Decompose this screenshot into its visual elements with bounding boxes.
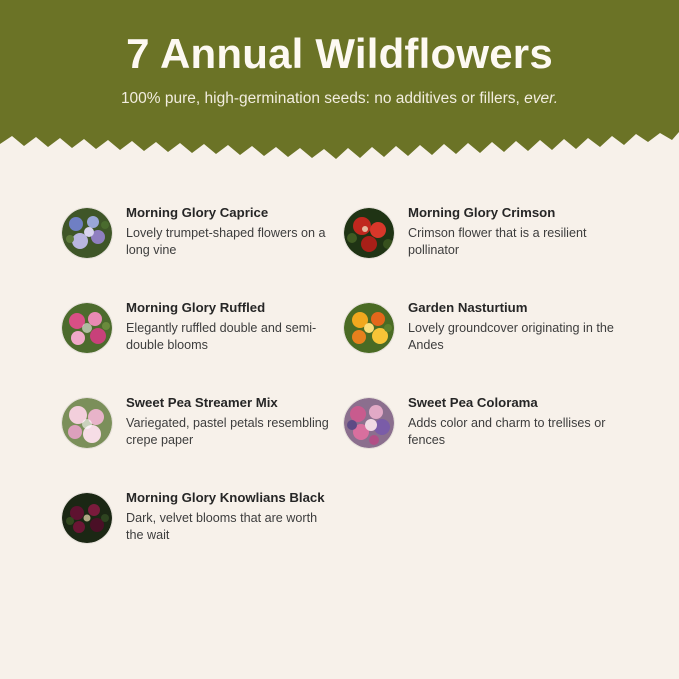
flower-thumbnail-pastel-pink-icon — [62, 398, 112, 448]
flower-thumbnail-red-icon — [344, 208, 394, 258]
list-item-description: Lovely trumpet-shaped flowers on a long vine — [126, 225, 326, 258]
list-item-text — [126, 205, 336, 260]
list-item — [62, 300, 352, 366]
flower-list — [0, 205, 679, 605]
list-item — [62, 205, 352, 271]
header-banner — [0, 0, 679, 160]
list-item — [344, 300, 634, 366]
list-item-text — [408, 205, 618, 260]
list-item-title: Morning Glory Ruffled — [126, 300, 266, 315]
flower-list-left-column — [62, 205, 352, 585]
flower-thumbnail-purple-blue-icon — [62, 208, 112, 258]
list-item-text — [408, 395, 618, 450]
list-item — [62, 395, 352, 461]
list-item — [62, 490, 352, 556]
list-item-description: Variegated, pastel petals resembling crepe paper — [126, 415, 329, 448]
list-item-title: Sweet Pea Colorama — [408, 395, 538, 410]
list-item-title: Morning Glory Knowlians Black — [126, 490, 325, 505]
subtitle-main-text: 100% pure, high-germination seeds: no additives or fillers, — [120, 90, 520, 108]
list-item-description: Dark, velvet blooms that are worth the wait — [126, 510, 318, 543]
list-item — [344, 205, 634, 271]
list-item-text — [126, 395, 336, 450]
list-item-title: Morning Glory Crimson — [408, 205, 556, 220]
flower-thumbnail-orange-yellow-icon — [344, 303, 394, 353]
list-item-text — [126, 300, 336, 355]
list-item-text — [408, 300, 618, 355]
list-item-description: Crimson flower that is a resilient pollinator — [408, 225, 587, 258]
list-item-title: Morning Glory Caprice — [126, 205, 269, 220]
list-item-description: Adds color and charm to trellises or fences — [408, 415, 606, 448]
flower-list-right-column — [344, 205, 634, 490]
page-subtitle — [0, 90, 679, 109]
flower-thumbnail-pink-magenta-icon — [62, 303, 112, 353]
list-item — [344, 395, 634, 461]
list-item-text — [126, 490, 336, 545]
flower-thumbnail-dark-maroon-icon — [62, 493, 112, 543]
subtitle-emphasis-text: ever. — [524, 90, 559, 108]
header-content — [0, 0, 679, 109]
list-item-description: Elegantly ruffled double and semi-double blooms — [126, 320, 317, 353]
list-item-title: Garden Nasturtium — [408, 300, 528, 315]
list-item-description: Lovely groundcover originating in the Andes — [408, 320, 614, 353]
list-item-title: Sweet Pea Streamer Mix — [126, 395, 278, 410]
flower-thumbnail-multicolor-icon — [344, 398, 394, 448]
page-title: 7 Annual Wildflowers — [126, 30, 553, 77]
